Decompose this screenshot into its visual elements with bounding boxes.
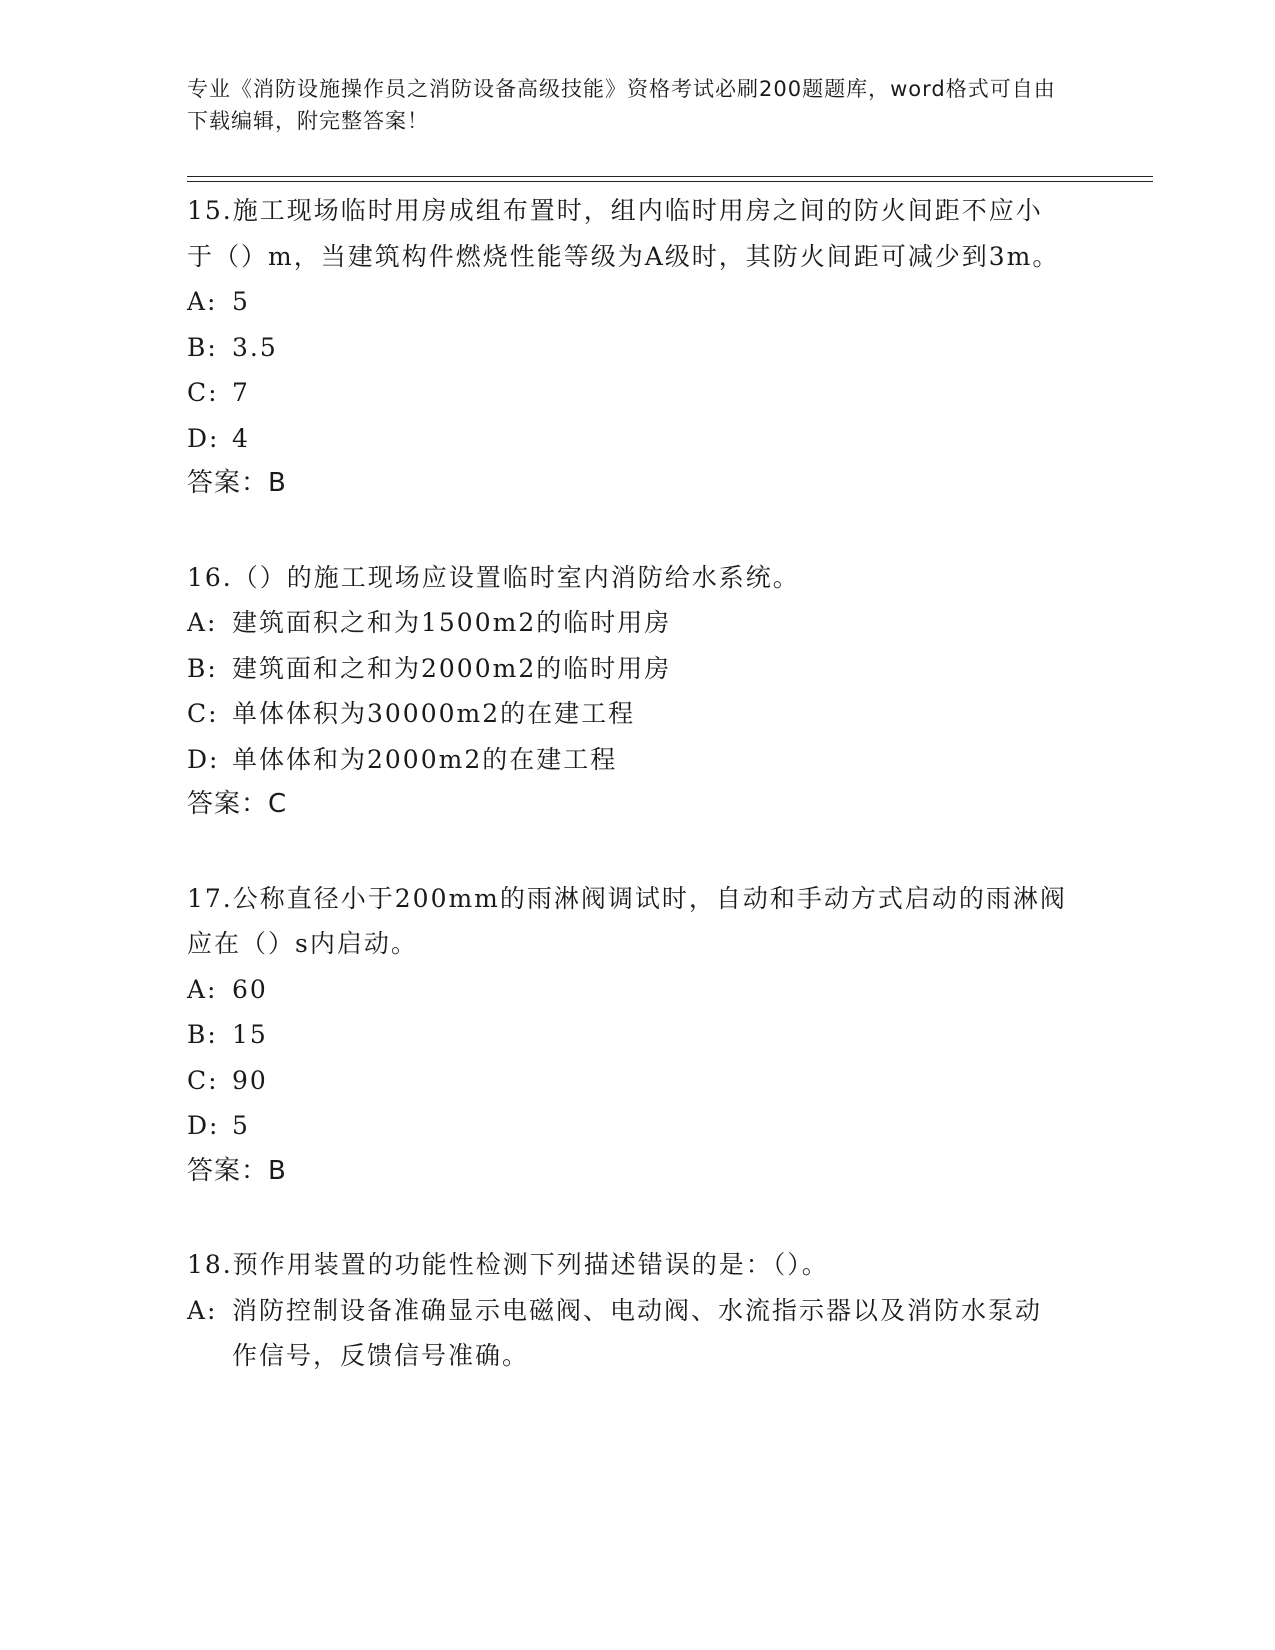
option-letter: B:: [187, 653, 218, 683]
option-text: 单体体和为2000m2的在建工程: [232, 744, 618, 774]
option-c: [187, 370, 1067, 416]
option-c: [187, 691, 1067, 737]
option-d: [187, 737, 1067, 783]
option-text: 7: [232, 378, 250, 407]
option-letter: C:: [187, 378, 219, 407]
option-letter: A:: [187, 974, 218, 1004]
option-letter: A:: [187, 1295, 218, 1325]
option-letter: C:: [187, 1065, 219, 1095]
option-c: [187, 1058, 1067, 1104]
option-a: [187, 1288, 1067, 1379]
question-15: [187, 188, 1067, 507]
option-b: [187, 646, 1067, 692]
option-letter: B:: [187, 332, 218, 362]
question-text: 15.施工现场临时用房成组布置时，组内临时用房之间的防火间距不应小于（）m，当建筑构件燃烧性能等级为A级时，其防火间距可减少到3m。: [187, 196, 1060, 271]
header-rule-top: [187, 176, 1153, 177]
option-text: 3.5: [232, 332, 278, 362]
option-d: [187, 416, 1067, 462]
option-letter: A:: [187, 608, 218, 637]
option-b: [187, 325, 1067, 371]
option-text: 60: [232, 974, 268, 1004]
question-17: [187, 876, 1067, 1195]
option-letter: B:: [187, 1020, 218, 1049]
question-text: 17.公称直径小于200mm的雨淋阀调试时，自动和手动方式启动的雨淋阀应在（）s内启动。: [187, 883, 1067, 958]
question-16: [187, 555, 1067, 828]
answer-text: 答案：C: [187, 789, 288, 819]
option-text: 建筑面和之和为2000m2的临时用房: [232, 653, 672, 683]
document-header: 专业《消防设施操作员之消防设备高级技能》资格考试必刷200题题库，word格式可自由下载编辑，附完整答案！: [187, 77, 1056, 133]
option-a: [187, 600, 1067, 646]
question-18: [187, 1242, 1067, 1379]
answer-text: 答案：B: [187, 468, 287, 498]
option-text: 90: [232, 1065, 268, 1095]
option-b: [187, 1012, 1067, 1058]
option-d: [187, 1103, 1067, 1149]
option-text: 4: [232, 423, 250, 453]
option-text: 建筑面积之和为1500m2的临时用房: [232, 608, 672, 637]
option-text: 消防控制设备准确显示电磁阀、电动阀、水流指示器以及消防水泵动作信号，反馈信号准确。: [232, 1295, 1043, 1370]
option-text: 15: [232, 1020, 268, 1049]
question-list: [187, 188, 1067, 1427]
question-text: 18.预作用装置的功能性检测下列描述错误的是：（）。: [187, 1250, 829, 1279]
header-rule-bottom: [187, 181, 1153, 182]
question-text: 16.（）的施工现场应设置临时室内消防给水系统。: [187, 562, 800, 592]
option-a: [187, 967, 1067, 1013]
option-letter: D:: [187, 423, 220, 453]
option-a: [187, 279, 1067, 325]
option-text: 5: [232, 287, 250, 316]
option-letter: C:: [187, 699, 219, 728]
option-letter: A:: [187, 287, 218, 316]
answer-text: 答案：B: [187, 1155, 287, 1186]
option-text: 单体体积为30000m2的在建工程: [232, 699, 636, 728]
option-letter: D:: [187, 1111, 220, 1140]
option-letter: D:: [187, 744, 220, 774]
option-text: 5: [232, 1111, 250, 1140]
